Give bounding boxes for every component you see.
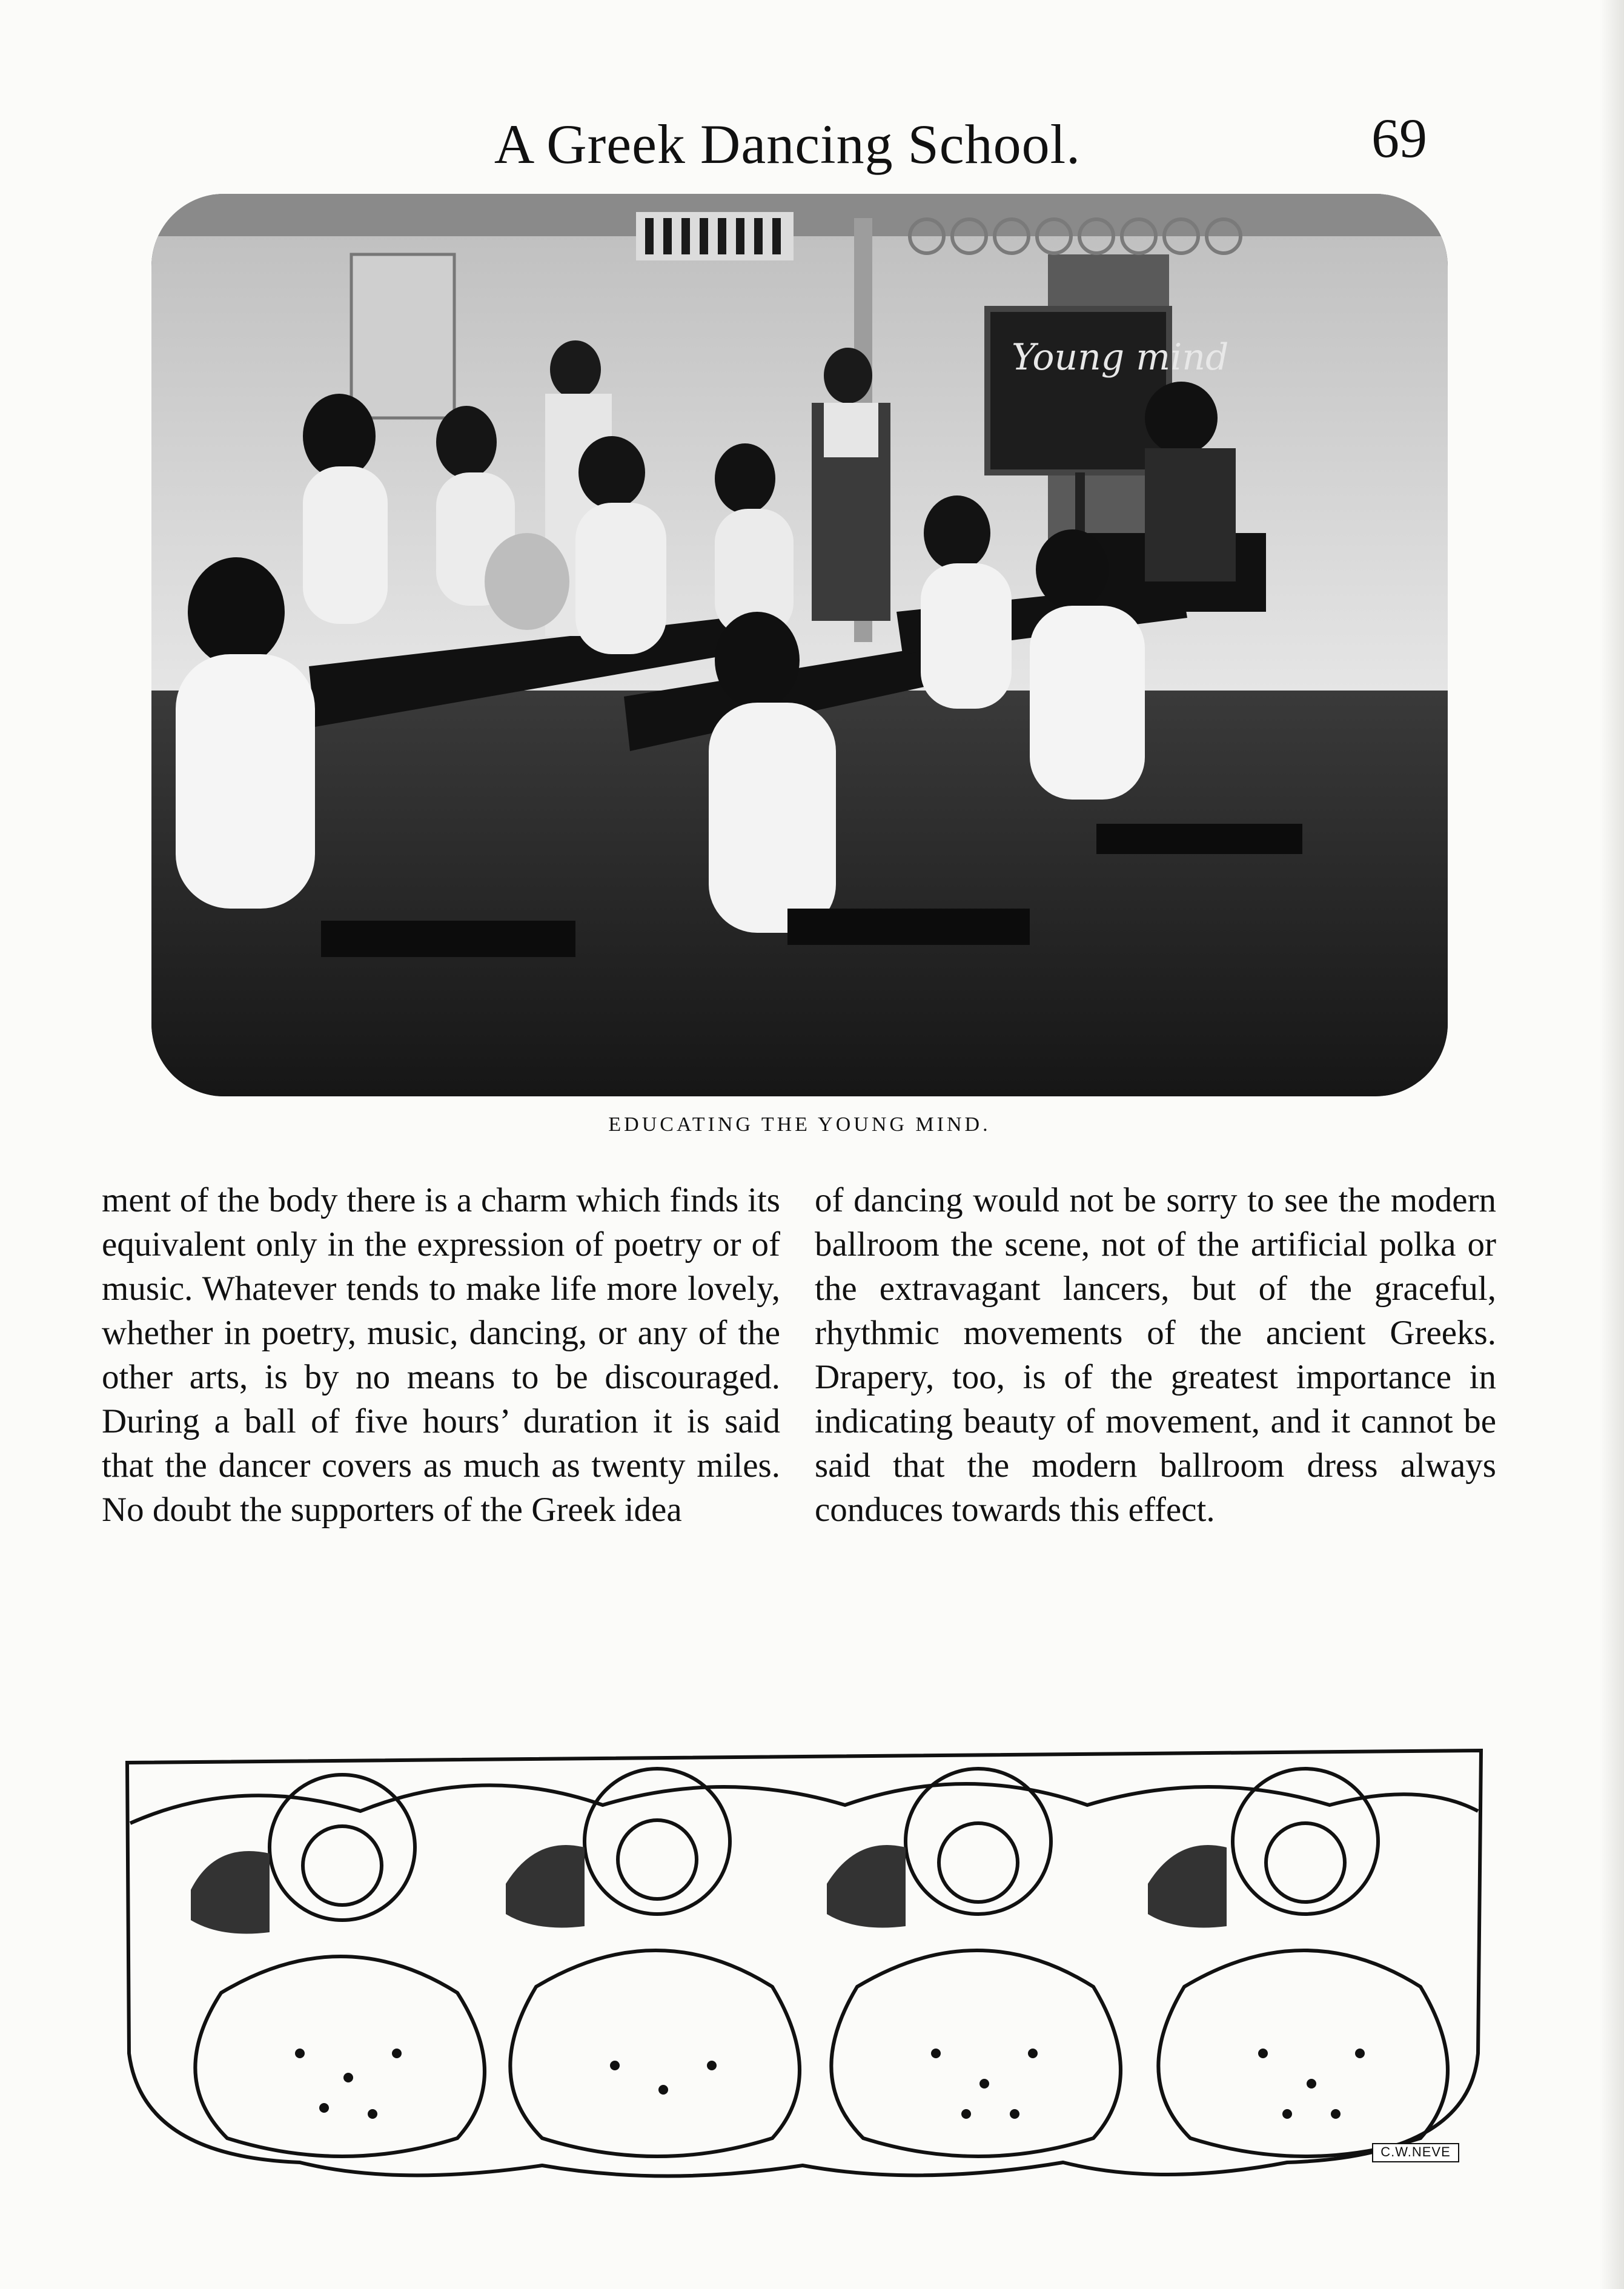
text-column-left <box>102 1178 780 1532</box>
page-edge-shadow <box>1600 0 1624 2289</box>
text-column-right <box>815 1178 1496 1532</box>
figure-caption: EDUCATING THE YOUNG MIND. <box>608 1113 991 1136</box>
page-number: 69 <box>1371 107 1427 169</box>
running-title: A Greek Dancing School. <box>494 113 1081 175</box>
classroom-photo-illustration <box>151 194 1448 1096</box>
girls-in-bonnets-illustration <box>118 1738 1493 2187</box>
chalkboard-text: Young mind <box>1012 336 1229 379</box>
decorative-vignette <box>118 1738 1493 2187</box>
paragraph-right: of dancing would not be sorry to see the modern ballroom the scene, not of the artificial polka or the extravagant lancers, but of the graceful, rhythmic movements of the ancient Greeks. Drapery, too, is of the greatest importance in indicating beauty of movement, and it cannot be said that the modern ballroom dress always conduces towards this effect. <box>815 1181 1496 1529</box>
paragraph-left: ment of the body there is a charm which finds its equivalent only in the expression of poetry or of music. Whatever tends to make life more lovely, whether in poetry, music, dancing, or any of the other arts, is by no means to be discouraged. During a ball of five hours’ duration it is said that the dancer covers as much as twenty miles. No doubt the supporters of the Greek idea <box>102 1181 780 1529</box>
classroom-photograph <box>151 194 1448 1096</box>
illustrator-signature: C.W.NEVE <box>1372 2143 1459 2162</box>
